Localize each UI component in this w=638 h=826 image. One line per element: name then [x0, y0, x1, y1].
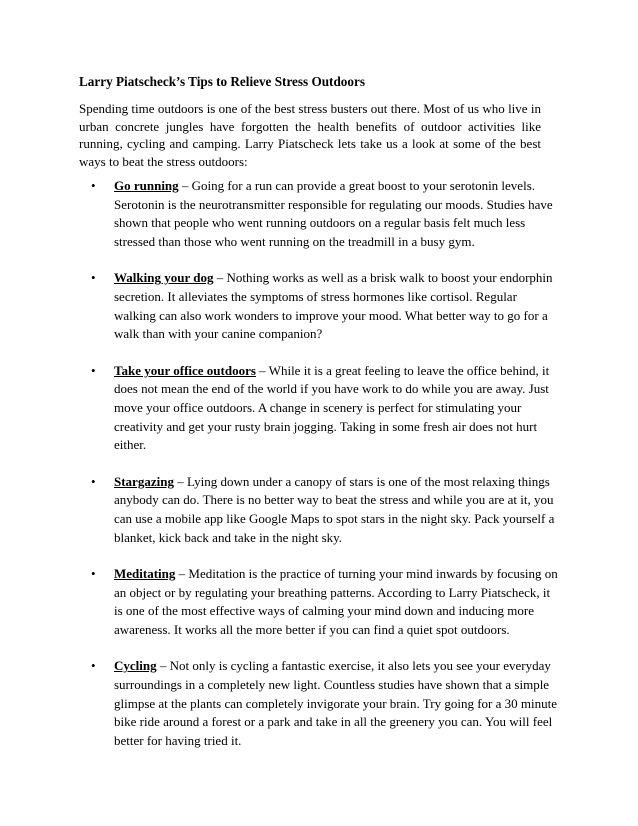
page-title: Larry Piatscheck’s Tips to Relieve Stress Outdoors [79, 74, 365, 89]
tip-text: – While it is a great feeling to leave the office behind, it does not mean the end of the world if you have work to do while you are away. Just move your office outdoors. A change in scenery is perfect for stimulating your creativity and get your rusty brain jogging. Taking in some fresh air does not hurt either. [114, 362, 550, 453]
bullet-icon: • [91, 473, 96, 489]
tip-paragraph [114, 657, 560, 750]
tip-heading: Walking your dog [114, 270, 214, 286]
tips-list [0, 177, 638, 768]
tip-text: – Meditation is the practice of turning your mind inwards by focusing on an object or by regulating your breathing patterns. According to Larry Piatscheck, it is one of the most effective ways of calming your mind down and inducing more awareness. It works all the more better if you can find a quiet spot outdoors. [114, 566, 558, 637]
tip-paragraph [114, 177, 560, 251]
list-item [0, 657, 638, 750]
tip-text: – Going for a run can provide a great boost to your serotonin levels. Serotonin is the neurotransmitter responsible for regulating our moods. Studies have shown that people who went running outdoors on a regular basis felt much less stressed than those who went running on the treadmill in a busy gym. [114, 178, 553, 249]
tip-heading: Take your office outdoors [114, 362, 256, 378]
tip-paragraph [114, 269, 560, 343]
tip-paragraph [114, 473, 560, 547]
tip-paragraph [114, 362, 560, 455]
list-item [0, 269, 638, 343]
tip-heading: Go running [114, 178, 179, 193]
bullet-icon: • [91, 178, 96, 193]
list-item [0, 362, 638, 455]
bullet-icon: • [91, 658, 96, 674]
tip-text: – Lying down under a canopy of stars is one of the most relaxing things anybody can do. There is no better way to beat the stress and while you are at it, you can use a mobile app like Google Maps to spot stars in the night sky. Pack yourself a blanket, kick back and take in the night sky. [114, 473, 555, 545]
tip-text: – Not only is cycling a fantastic exercise, it also lets you see your everyday surroundings in a completely new light. Countless studies have shown that a simple glimpse at the plants can completely invigorate your brain. Try going for a 30 minute bike ride around a forest or a park and take in all the greenery you can. You will feel better for having tried it. [114, 658, 557, 748]
tip-heading: Stargazing [114, 473, 174, 489]
tip-heading: Cycling [114, 658, 157, 674]
list-item [0, 177, 638, 251]
tip-paragraph [114, 565, 560, 639]
tip-heading: Meditating [114, 566, 176, 582]
list-item [0, 473, 638, 547]
bullet-icon: • [91, 270, 96, 286]
list-item [0, 565, 638, 639]
bullet-icon: • [91, 362, 96, 378]
intro-paragraph: Spending time outdoors is one of the best stress busters out there. Most of us who live in urban concrete jungles have forgotten the health benefits of outdoor activities like running, cycling and camping. Larry Piatscheck lets take us a look at some of the best ways to beat the stress outdoors: [79, 101, 541, 169]
bullet-icon: • [91, 566, 96, 582]
tip-text: – Nothing works as well as a brisk walk to boost your endorphin secretion. It alleviates the symptoms of stress hormones like cortisol. Regular walking can also work wonders to improve your mood. What better way to go for a walk than with your canine companion? [114, 270, 553, 342]
